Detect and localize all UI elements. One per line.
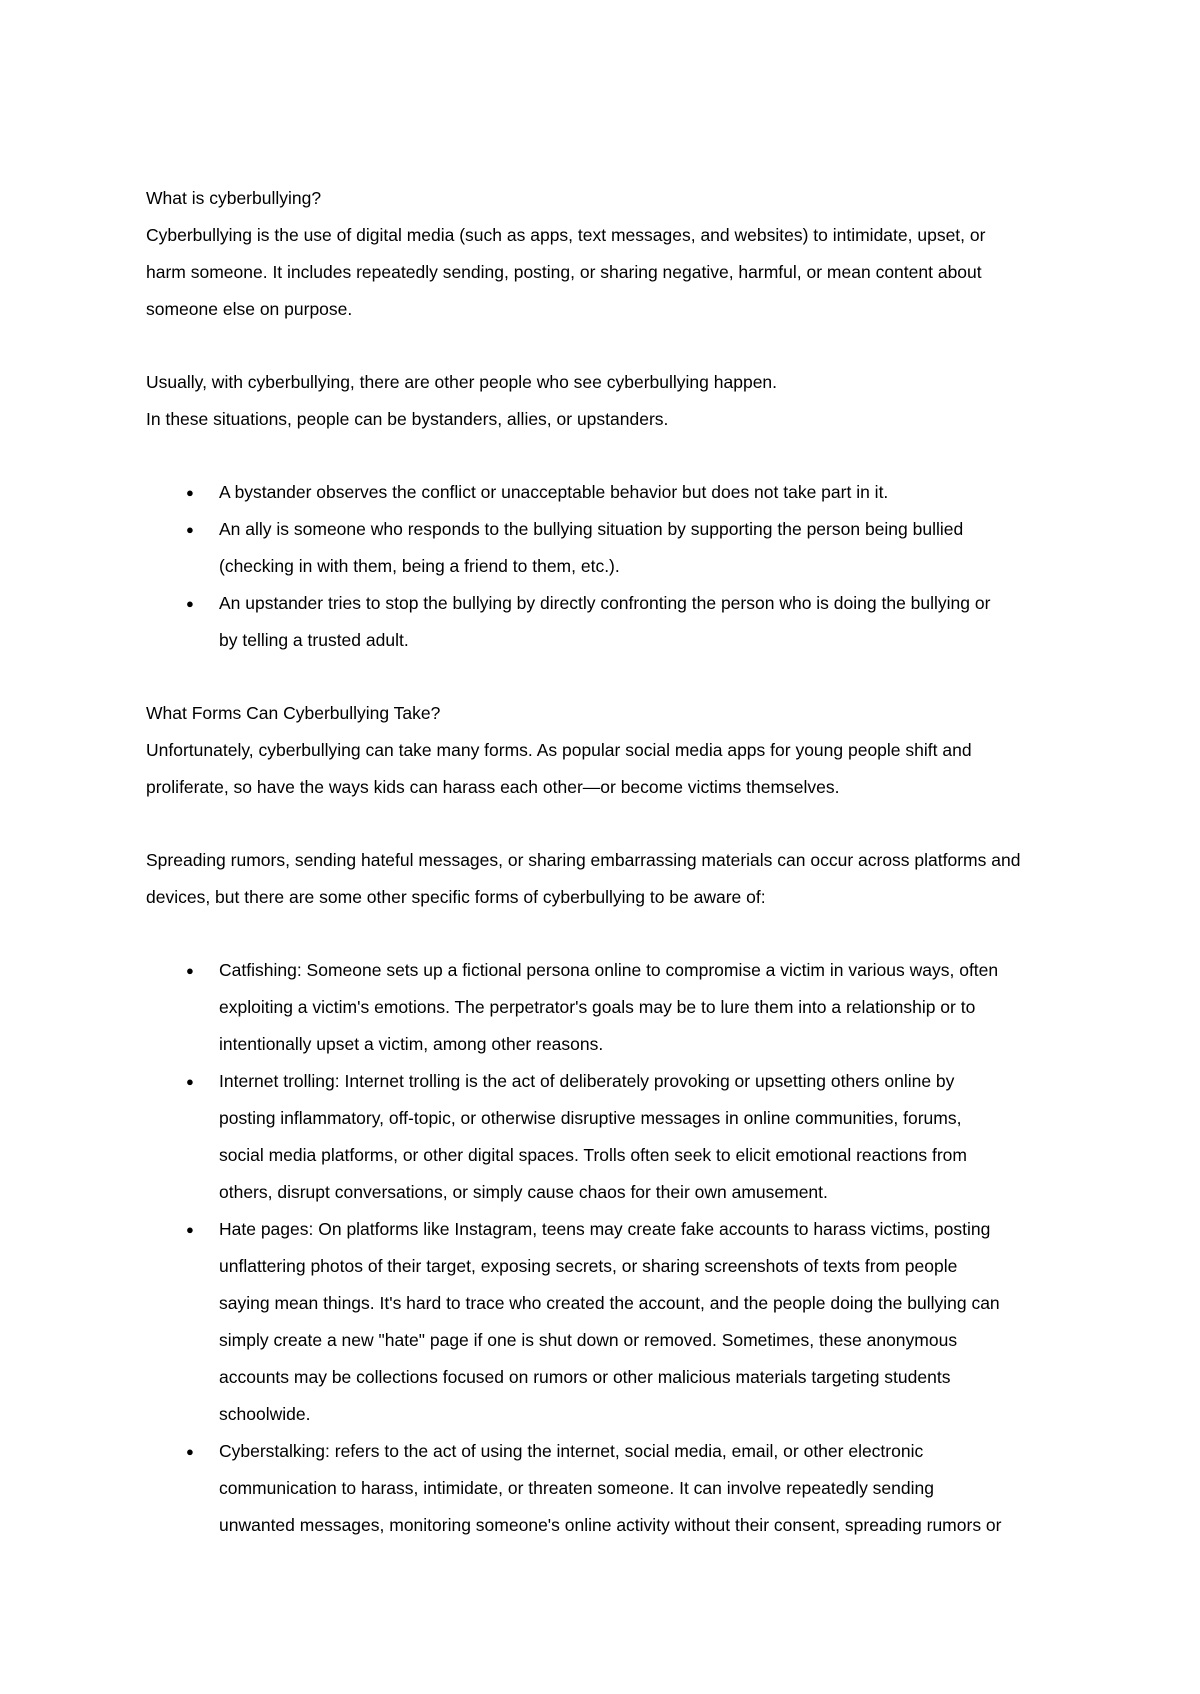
text-line: social media platforms, or other digital spaces. Trolls often seek to elicit emotional reactions from [219, 1145, 967, 1165]
text-line: A bystander observes the conflict or unacceptable behavior but does not take part in it. [219, 482, 889, 502]
text-line: exploiting a victim's emotions. The perpetrator's goals may be to lure them into a relationship or to [219, 997, 976, 1017]
text-line: unflattering photos of their target, exposing secrets, or sharing screenshots of texts from people [219, 1256, 958, 1276]
list-item [146, 1063, 1076, 1211]
text-line: others, disrupt conversations, or simply cause chaos for their own amusement. [219, 1182, 828, 1202]
list-item [146, 511, 1076, 585]
spacer [146, 328, 1076, 364]
spacer [146, 806, 1076, 842]
text-line: Cyberbullying is the use of digital media (such as apps, text messages, and websites) to intimidate, upset, or [146, 225, 986, 245]
text-line: someone else on purpose. [146, 299, 353, 319]
text-line: Internet trolling: Internet trolling is the act of deliberately provoking or upsetting others online by [219, 1071, 955, 1091]
paragraph-forms-detail [146, 842, 1076, 916]
text-line: by telling a trusted adult. [219, 630, 409, 650]
bullet-icon: ● [186, 1444, 194, 1459]
text-line: communication to harass, intimidate, or threaten someone. It can involve repeatedly sending [219, 1478, 934, 1498]
text-line: posting inflammatory, off-topic, or otherwise disruptive messages in online communities, forums, [219, 1108, 962, 1128]
text-line: Hate pages: On platforms like Instagram, teens may create fake accounts to harass victims, posting [219, 1219, 991, 1239]
roles-list [146, 474, 1076, 659]
bullet-icon: ● [186, 522, 194, 537]
paragraph-definition [146, 217, 1076, 328]
spacer [146, 438, 1076, 474]
list-item [146, 1211, 1076, 1433]
spacer [146, 659, 1076, 695]
heading-forms-of-cyberbullying: What Forms Can Cyberbullying Take? [146, 703, 441, 723]
spacer [146, 916, 1076, 952]
list-item [146, 585, 1076, 659]
text-line: An ally is someone who responds to the bullying situation by supporting the person being bullied [219, 519, 964, 539]
text-line: unwanted messages, monitoring someone's online activity without their consent, spreading rumors or [219, 1515, 1002, 1535]
list-item [146, 952, 1076, 1063]
text-line: accounts may be collections focused on rumors or other malicious materials targeting students [219, 1367, 951, 1387]
text-line: An upstander tries to stop the bullying by directly confronting the person who is doing the bullying or [219, 593, 991, 613]
document-page [146, 180, 1076, 1544]
text-line: Unfortunately, cyberbullying can take many forms. As popular social media apps for young people shift and [146, 740, 972, 760]
bullet-icon: ● [186, 596, 194, 611]
text-line: Usually, with cyberbullying, there are other people who see cyberbullying happen. [146, 372, 778, 392]
list-item [146, 1433, 1076, 1544]
text-line: In these situations, people can be bystanders, allies, or upstanders. [146, 409, 669, 429]
text-line: Cyberstalking: refers to the act of using the internet, social media, email, or other electronic [219, 1441, 924, 1461]
text-line: proliferate, so have the ways kids can harass each other—or become victims themselves. [146, 777, 840, 797]
bullet-icon: ● [186, 485, 194, 500]
text-line: (checking in with them, being a friend to them, etc.). [219, 556, 620, 576]
list-item [146, 474, 1076, 511]
paragraph-roles [146, 364, 1076, 438]
text-line: intentionally upset a victim, among other reasons. [219, 1034, 604, 1054]
text-line: schoolwide. [219, 1404, 311, 1424]
text-line: harm someone. It includes repeatedly sending, posting, or sharing negative, harmful, or mean content about [146, 262, 982, 282]
heading-what-is-cyberbullying: What is cyberbullying? [146, 188, 322, 208]
bullet-icon: ● [186, 963, 194, 978]
text-line: Catfishing: Someone sets up a fictional persona online to compromise a victim in various ways, often [219, 960, 999, 980]
paragraph-forms-intro [146, 732, 1076, 806]
bullet-icon: ● [186, 1074, 194, 1089]
text-line: saying mean things. It's hard to trace who created the account, and the people doing the bullying can [219, 1293, 1000, 1313]
bullet-icon: ● [186, 1222, 194, 1237]
forms-list [146, 952, 1076, 1544]
text-line: devices, but there are some other specific forms of cyberbullying to be aware of: [146, 887, 766, 907]
text-line: simply create a new "hate" page if one is shut down or removed. Sometimes, these anonymous [219, 1330, 958, 1350]
text-line: Spreading rumors, sending hateful messages, or sharing embarrassing materials can occur across platforms and [146, 850, 1021, 870]
